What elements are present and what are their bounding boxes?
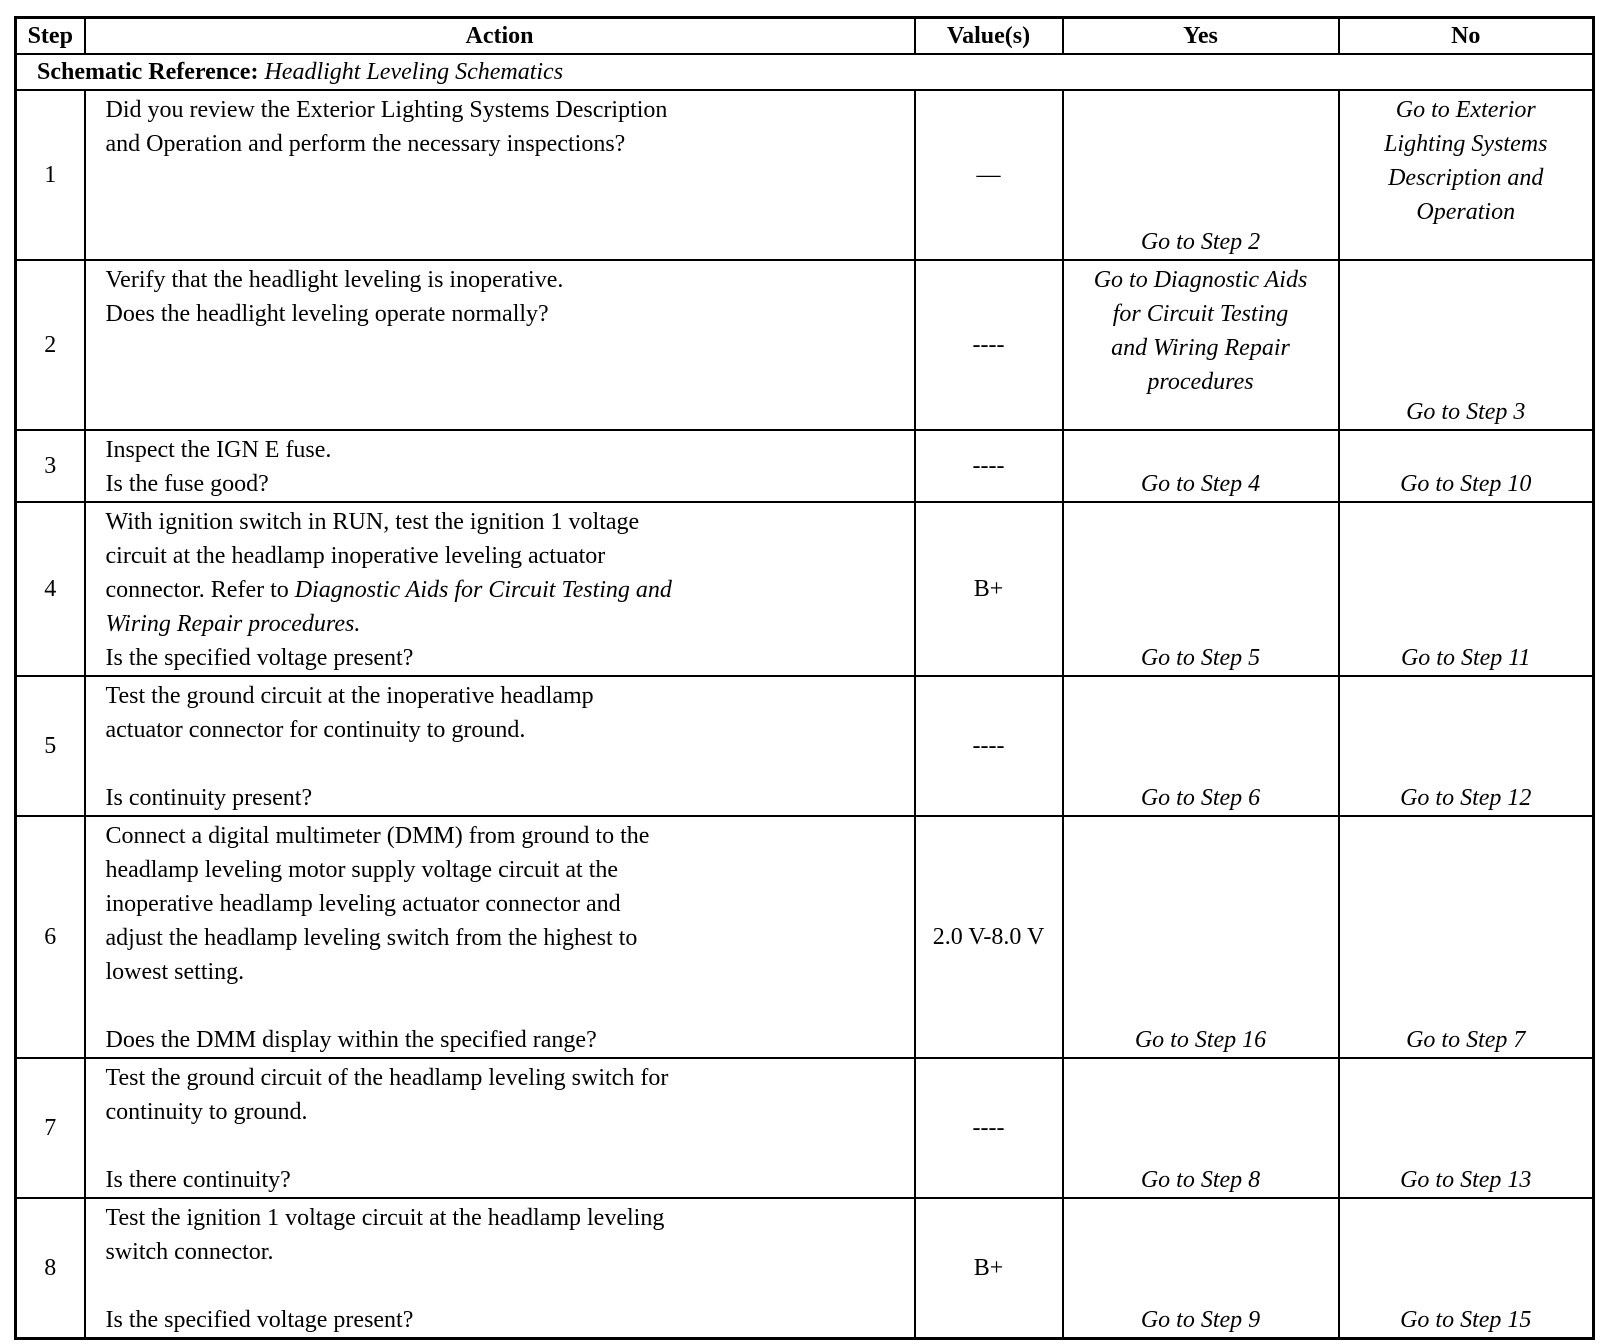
yes-link[interactable]: for Circuit Testing <box>1112 301 1289 327</box>
yes-link[interactable]: Go to Step 5 <box>1140 645 1261 671</box>
no-link[interactable]: Description and <box>1388 165 1544 191</box>
no-link[interactable]: Go to Step 15 <box>1400 1307 1532 1333</box>
value-text: ---- <box>915 260 1063 430</box>
blank-line <box>106 747 904 781</box>
step-number: 7 <box>16 1058 85 1198</box>
no-link[interactable]: Operation <box>1416 199 1516 225</box>
step-number: 5 <box>16 676 85 816</box>
yes-link[interactable]: Go to Step 4 <box>1140 471 1261 497</box>
action-line: continuity to ground. <box>105 1099 308 1125</box>
no-cell <box>1339 816 1594 1058</box>
action-text <box>85 502 915 676</box>
value-text: B+ <box>915 502 1063 676</box>
action-line: Verify that the headlight leveling is inoperative. <box>105 267 564 293</box>
header-values: Value(s) <box>915 18 1063 55</box>
value-text: B+ <box>915 1198 1063 1339</box>
value-text: ---- <box>915 1058 1063 1198</box>
yes-cell <box>1063 90 1339 260</box>
action-line: Is there continuity? <box>105 1167 291 1193</box>
step-number: 6 <box>16 816 85 1058</box>
schematic-reference-row <box>16 54 1594 90</box>
value-text: — <box>915 90 1063 260</box>
action-line: Test the ignition 1 voltage circuit at the headlamp leveling <box>105 1205 665 1231</box>
action-line: Is the fuse good? <box>105 471 269 497</box>
yes-cell <box>1063 260 1339 430</box>
action-line-text: connector. Refer to <box>105 577 295 603</box>
header-row <box>16 18 1594 55</box>
table-row <box>16 816 1594 1058</box>
yes-cell <box>1063 430 1339 502</box>
action-text <box>85 260 915 430</box>
yes-cell <box>1063 502 1339 676</box>
yes-cell <box>1063 1058 1339 1198</box>
value-text: 2.0 V-8.0 V <box>915 816 1063 1058</box>
blank-line <box>106 1129 904 1163</box>
action-line: inoperative headlamp leveling actuator connector and <box>105 891 621 917</box>
action-line: Test the ground circuit at the inoperative headlamp <box>105 683 594 709</box>
no-link[interactable]: Go to Step 12 <box>1400 785 1532 811</box>
table-row <box>16 676 1594 816</box>
action-text <box>85 430 915 502</box>
header-action: Action <box>85 18 915 55</box>
table-row <box>16 1058 1594 1198</box>
action-line: Test the ground circuit of the headlamp leveling switch for <box>105 1065 669 1091</box>
schematic-reference-label: Schematic Reference: <box>37 59 259 85</box>
action-line: Is continuity present? <box>105 785 313 811</box>
yes-cell <box>1063 1198 1339 1339</box>
yes-link[interactable]: Go to Step 8 <box>1140 1167 1261 1193</box>
table-row <box>16 430 1594 502</box>
action-line: Inspect the IGN E fuse. <box>105 437 332 463</box>
yes-cell <box>1063 816 1339 1058</box>
no-cell <box>1339 1058 1594 1198</box>
no-cell <box>1339 1198 1594 1339</box>
yes-link[interactable]: Go to Step 9 <box>1140 1307 1261 1333</box>
step-number: 8 <box>16 1198 85 1339</box>
action-line: circuit at the headlamp inoperative leveling actuator <box>105 543 606 569</box>
blank-line <box>106 989 904 1023</box>
header-no: No <box>1339 18 1594 55</box>
action-text <box>85 1198 915 1339</box>
table-row <box>16 260 1594 430</box>
action-line: lowest setting. <box>105 959 245 985</box>
no-link[interactable]: Go to Step 13 <box>1400 1167 1532 1193</box>
header-step: Step <box>16 18 85 55</box>
step-number: 4 <box>16 502 85 676</box>
action-line: switch connector. <box>105 1239 274 1265</box>
yes-link[interactable]: Go to Step 16 <box>1134 1027 1267 1053</box>
action-line: actuator connector for continuity to ground. <box>105 717 526 743</box>
yes-cell <box>1063 676 1339 816</box>
action-text <box>85 816 915 1058</box>
step-number: 3 <box>16 430 85 502</box>
yes-link[interactable]: and Wiring Repair <box>1111 335 1290 361</box>
diagnostic-table <box>14 16 1595 1340</box>
table-row <box>16 90 1594 260</box>
action-line: Did you review the Exterior Lighting Systems Description <box>105 97 668 123</box>
no-link[interactable]: Go to Step 7 <box>1406 1027 1526 1053</box>
value-text: ---- <box>915 430 1063 502</box>
value-text: ---- <box>915 676 1063 816</box>
table-row <box>16 1198 1594 1339</box>
action-line: adjust the headlamp leveling switch from the highest to <box>105 925 638 951</box>
action-line <box>106 573 904 607</box>
yes-link[interactable]: Go to Step 6 <box>1140 785 1261 811</box>
schematic-reference-link[interactable]: Headlight Leveling Schematics <box>264 59 564 85</box>
no-link[interactable]: Go to Step 11 <box>1400 645 1531 671</box>
no-cell <box>1339 90 1594 260</box>
action-line: Is the specified voltage present? <box>105 1307 414 1333</box>
no-cell <box>1339 430 1594 502</box>
action-line: Does the DMM display within the specified range? <box>105 1027 597 1053</box>
no-link[interactable]: Go to Exterior <box>1395 97 1536 123</box>
action-line: headlamp leveling motor supply voltage circuit at the <box>105 857 619 883</box>
yes-link[interactable]: Go to Step 2 <box>1140 229 1261 255</box>
no-cell <box>1339 676 1594 816</box>
yes-link[interactable]: Go to Diagnostic Aids <box>1093 267 1308 293</box>
action-line: and Operation and perform the necessary inspections? <box>105 131 626 157</box>
action-text <box>85 676 915 816</box>
blank-line <box>106 1269 904 1303</box>
no-cell <box>1339 502 1594 676</box>
schematic-reference <box>16 54 1594 90</box>
action-line: Is the specified voltage present? <box>105 645 414 671</box>
no-link[interactable]: Lighting Systems <box>1384 131 1548 157</box>
table-row <box>16 502 1594 676</box>
action-line: Does the headlight leveling operate normally? <box>105 301 549 327</box>
no-link[interactable]: Go to Step 3 <box>1406 399 1526 425</box>
header-yes: Yes <box>1063 18 1339 55</box>
diagnostic-aids-link-continued[interactable]: Wiring Repair procedures. <box>105 611 361 637</box>
action-line: Connect a digital multimeter (DMM) from ground to the <box>105 823 650 849</box>
diagnostic-aids-link[interactable]: Diagnostic Aids for Circuit Testing and <box>294 577 672 603</box>
no-link[interactable]: Go to Step 10 <box>1400 471 1532 497</box>
step-number: 2 <box>16 260 85 430</box>
action-line: With ignition switch in RUN, test the ignition 1 voltage <box>105 509 640 535</box>
action-text <box>85 1058 915 1198</box>
no-cell <box>1339 260 1594 430</box>
yes-link[interactable]: procedures <box>1147 369 1254 395</box>
action-text <box>85 90 915 260</box>
step-number: 1 <box>16 90 85 260</box>
